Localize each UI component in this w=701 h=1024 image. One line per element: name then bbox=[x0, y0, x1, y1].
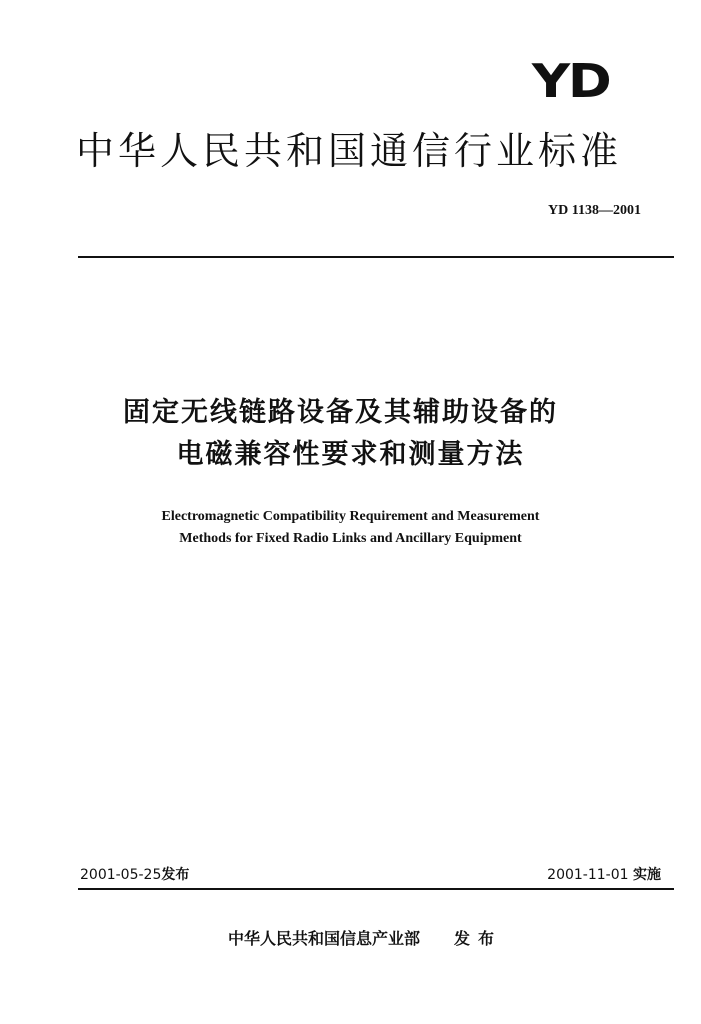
bottom-divider bbox=[78, 888, 674, 890]
effective-date bbox=[547, 864, 661, 884]
top-divider bbox=[78, 256, 674, 258]
chinese-title-line-1: 固定无线链路设备及其辅助设备的 bbox=[123, 397, 558, 428]
chinese-title-line-2: 电磁兼容性要求和测量方法 bbox=[176, 439, 525, 470]
effective-date-label: 实施 bbox=[633, 867, 661, 883]
english-title bbox=[0, 506, 701, 550]
publish-label: 发布 bbox=[454, 929, 503, 948]
english-title-line-2: Methods for Fixed Radio Links and Ancillary Equipment bbox=[179, 531, 522, 546]
issue-date bbox=[80, 864, 189, 884]
issuing-authority bbox=[228, 926, 502, 949]
issue-date-label: 发布 bbox=[161, 867, 190, 883]
issuer-name: 中华人民共和国信息产业部 bbox=[228, 929, 421, 948]
english-title-line-1: Electromagnetic Compatibility Requirement and Measurement bbox=[161, 509, 540, 524]
issue-date-value: 2001-05-25 bbox=[80, 867, 162, 883]
standard-category-title: 中华人民共和国通信行业标准 bbox=[76, 129, 623, 173]
effective-date-value: 2001-11-01 bbox=[547, 867, 629, 883]
chinese-title bbox=[0, 392, 701, 476]
yd-logo: YD bbox=[531, 54, 609, 108]
standard-number: YD 1138—2001 bbox=[548, 203, 641, 218]
